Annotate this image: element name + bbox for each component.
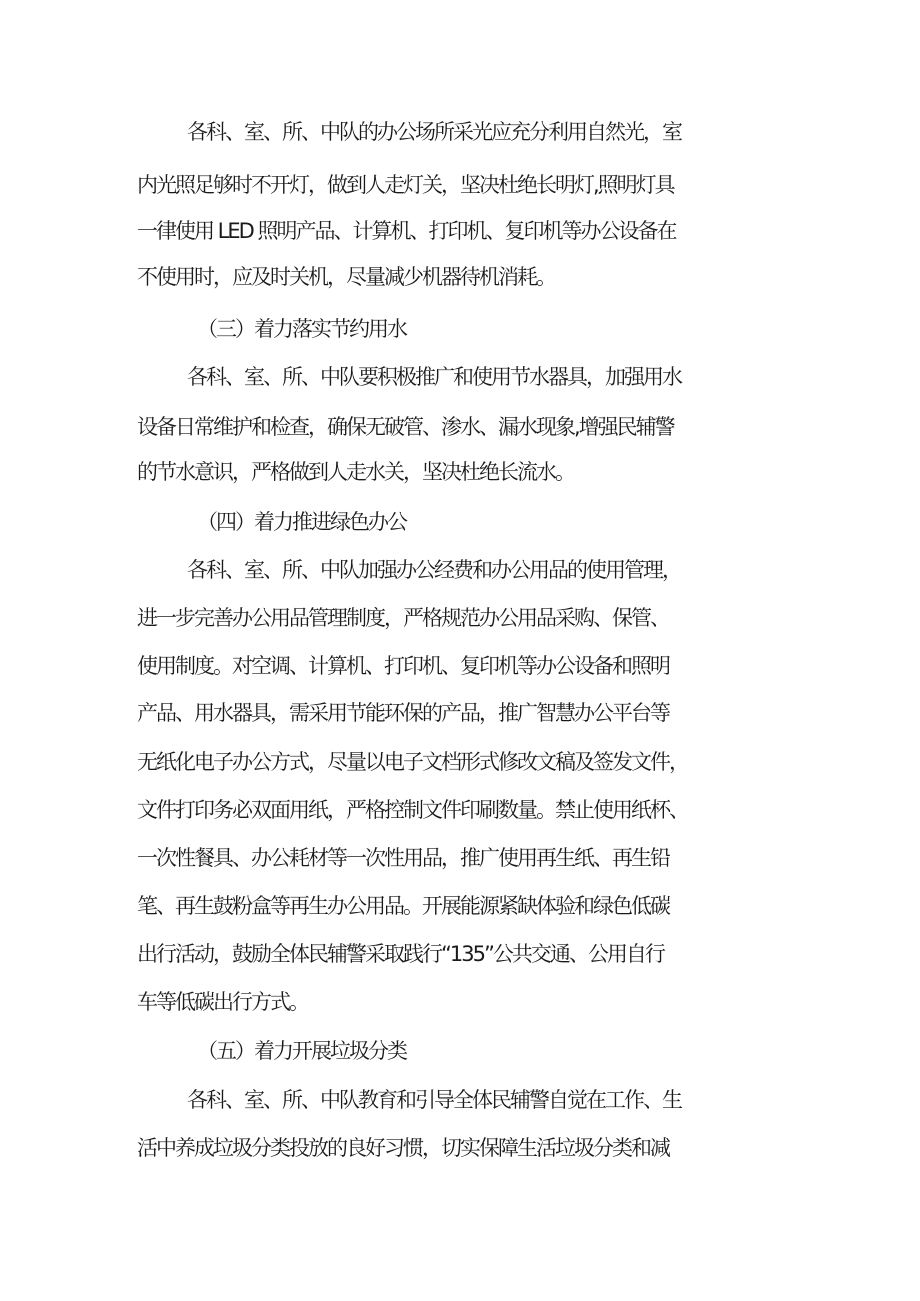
section-heading: （五）着力开展垃圾分类 bbox=[197, 1039, 406, 1063]
paragraph-line: 各科、室、所、中队要积极推广和使用节水器具，加强用水 bbox=[187, 365, 681, 389]
paragraph-line: 无纸化电子办公方式，尽量以电子文档形式修改文稿及签发文件， bbox=[137, 750, 688, 774]
paragraph-line: 使用制度。对空调、计算机、打印机、复印机等办公设备和照明 bbox=[137, 654, 669, 678]
paragraph-line: 出行活动，鼓励全体民辅警采取践行“135”公共交通、公用自行 bbox=[137, 942, 664, 966]
section-heading: （三）着力落实节约用水 bbox=[197, 317, 406, 341]
paragraph-line: 产品、用水器具，需采用节能环保的产品，推广智慧办公平台等 bbox=[137, 701, 669, 725]
paragraph-line: 活中养成垃圾分类投放的良好习惯，切实保障生活垃圾分类和减 bbox=[137, 1136, 669, 1160]
paragraph-line: 各科、室、所、中队加强办公经费和办公用品的使用管理， bbox=[187, 558, 681, 582]
paragraph-line: 内光照足够时不开灯，做到人走灯关，坚决杜绝长明灯,照明灯具 bbox=[137, 173, 674, 197]
section-heading: （四）着力推进绿色办公 bbox=[197, 510, 406, 534]
paragraph-line: 一律使用 LED 照明产品、计算机、打印机、复印机等办公设备在 bbox=[137, 219, 676, 243]
paragraph-line: 车等低碳出行方式。 bbox=[137, 990, 308, 1014]
paragraph-line: 笔、再生鼓粉盒等再生办公用品。开展能源紧缺体验和绿色低碳 bbox=[137, 894, 669, 918]
paragraph-line: 不使用时，应及时关机，尽量减少机器待机消耗。 bbox=[137, 265, 555, 289]
paragraph-line: 设备日常维护和检查，确保无破管、渗水、漏水现象,增强民辅警 bbox=[137, 415, 674, 439]
paragraph-line: 的节水意识，严格做到人走水关，坚决杜绝长流水。 bbox=[137, 460, 574, 484]
paragraph-line: 各科、室、所、中队教育和引导全体民辅警自觉在工作、生 bbox=[187, 1088, 681, 1112]
paragraph-line: 文件打印务必双面用纸，严格控制文件印刷数量。禁止使用纸杯、 bbox=[137, 798, 688, 822]
paragraph-line: 各科、室、所、中队的办公场所采光应充分利用自然光，室 bbox=[187, 120, 681, 144]
paragraph-line: 一次性餐具、办公耗材等一次性用品，推广使用再生纸、再生铅 bbox=[137, 846, 669, 870]
paragraph-line: 进一步完善办公用品管理制度，严格规范办公用品采购、保管、 bbox=[137, 606, 669, 630]
